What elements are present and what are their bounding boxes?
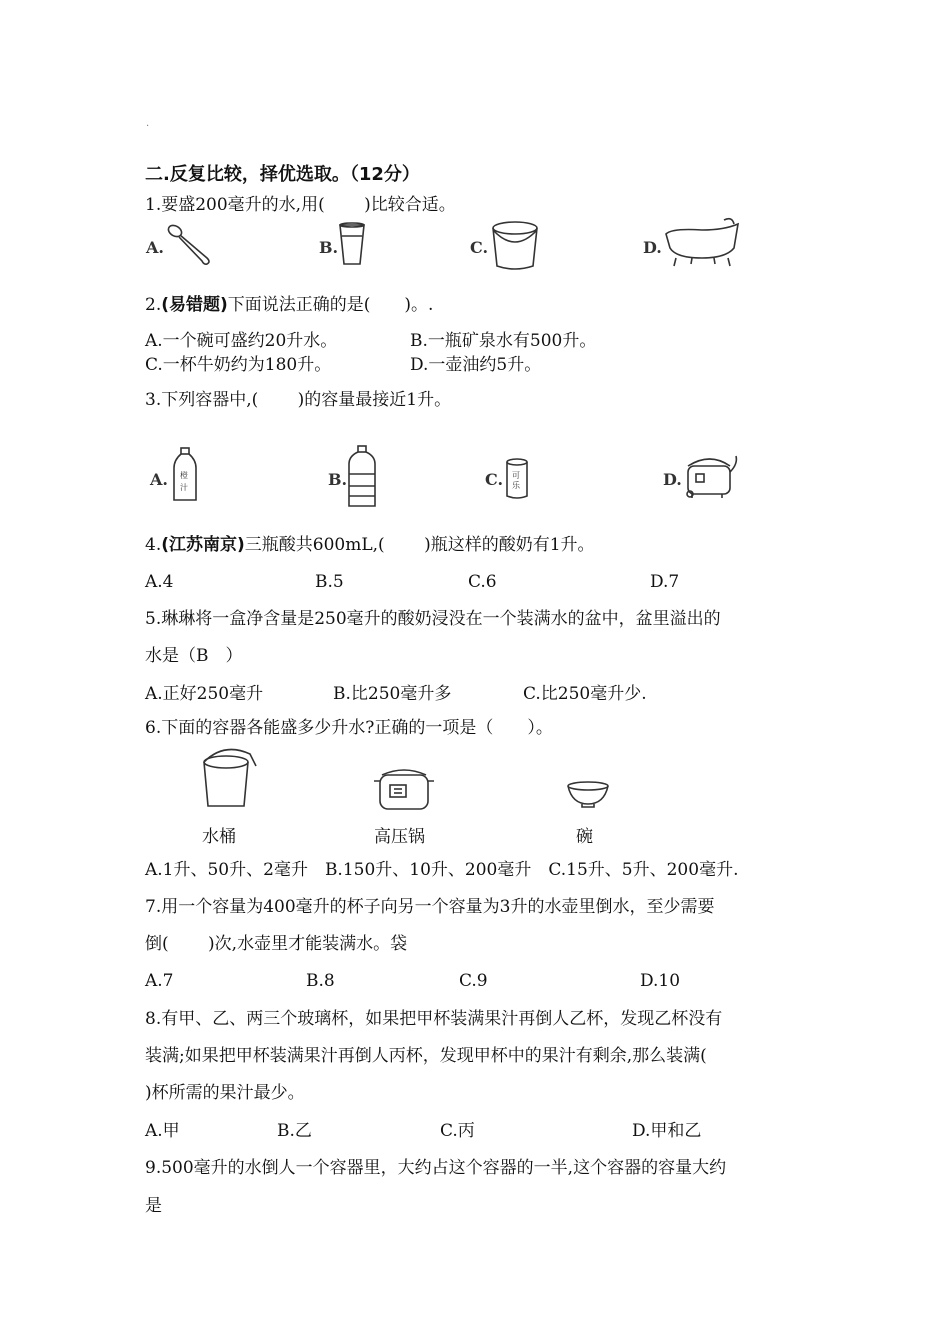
q3-label-c: C. [485,470,504,489]
water-jug-icon [345,444,379,510]
q1-label-b: B. [319,238,339,257]
stray-mark: . [146,118,150,129]
q3-can-text-2: 乐 [512,481,520,490]
q6-options: A.1升、50升、2毫升 B.150升、10升、200毫升 C.15升、5升、200毫升. [145,860,739,880]
q8-option-b: B.乙 [277,1121,312,1141]
q3-label-b: B. [328,470,348,489]
pressure-cooker-icon [372,765,436,815]
q8-option-d: D.甲和乙 [632,1121,702,1141]
q4-line [145,534,595,556]
q5-option-b: B.比250毫升多 [333,684,452,704]
q4-option-a: A.4 [145,572,174,592]
q3-bottle-text-1: 橙 [180,471,188,480]
q7-line-2: 倒( )次,水壶里才能装满水。袋 [145,934,408,954]
q8-option-c: C.丙 [440,1121,475,1141]
q7-option-b: B.8 [306,971,335,991]
q6-bucket-icon [200,748,260,810]
glass-icon [337,222,367,268]
q2-option-a: A.一个碗可盛约20升水。 [145,331,338,351]
q9-line-1: 9.500毫升的水倒人一个容器里，大约占这个容器的一半,这个容器的容量大约 [145,1158,727,1178]
q1-label-a: A. [146,238,164,257]
q4-option-b: B.5 [315,572,344,592]
q2-text: 下面说法正确的是( )。. [227,295,434,315]
q5-line-1: 5.琳琳将一盒净含量是250毫升的酸奶浸没在一个装满水的盆中，盆里溢出的 [145,609,721,629]
q8-line-2: 装满;如果把甲杯装满果汁再倒人丙杯，发现甲杯中的果汁有剩余,那么装满( [145,1046,707,1066]
q6-caption-bucket: 水桶 [202,827,236,847]
q6-caption-bowl: 碗 [576,827,593,847]
q5-option-a: A.正好250毫升 [145,684,264,704]
q6-text: 6.下面的容器各能盛多少升水?正确的一项是（ ）。 [145,718,553,738]
q5-option-c: C.比250毫升少. [523,684,647,704]
q7-option-d: D.10 [640,971,681,991]
q4-option-c: C.6 [468,572,497,592]
q5-line-2: 水是（B ） [145,646,243,666]
q1-label-d: D. [643,238,662,257]
q3-label-a: A. [150,470,168,489]
q2-option-b: B.一瓶矿泉水有500升。 [410,331,597,351]
q8-line-3: )杯所需的果汁最少。 [145,1083,305,1103]
q3-label-d: D. [663,470,682,489]
juice-bottle-icon [170,446,200,504]
q1-label-c: C. [470,238,489,257]
q2-option-d: D.一壶油约5升。 [410,355,542,375]
q8-line-1: 8.有甲、乙、两三个玻璃杯，如果把甲杯装满果汁再倒人乙杯，发现乙杯没有 [145,1009,723,1029]
q4-prefix: 4. [145,535,162,555]
q7-line-1: 7.用一个容量为400毫升的杯子向另一个容量为3升的水壶里倒水，至少需要 [145,897,715,917]
q3-bottle-text-2: 汁 [180,483,188,492]
q4-text: 三瓶酸共600mL,( )瓶这样的酸奶有1升。 [244,535,595,555]
cola-can-icon [504,458,530,500]
q4-tag: (江苏南京) [161,535,245,555]
q6-caption-cooker: 高压锅 [374,827,425,847]
spoon-icon [165,222,215,267]
q7-option-a: A.7 [145,971,174,991]
q1-text: 1.要盛200毫升的水,用( )比较合适。 [145,195,456,215]
q3-can-text-1: 可 [512,471,520,480]
bathtub-icon [662,216,742,268]
q2-option-c: C.一杯牛奶约为180升。 [145,355,332,375]
q4-option-d: D.7 [650,572,680,592]
q2-line [145,294,433,316]
q9-line-2: 是 [145,1196,162,1216]
bowl-icon [564,780,612,810]
q8-option-a: A.甲 [145,1121,180,1141]
q2-tag: (易错题) [161,295,228,315]
bucket-icon [489,218,543,272]
section-title: 二.反复比较，择优选取。（12分） [145,164,420,185]
q7-option-c: C.9 [459,971,488,991]
q2-prefix: 2. [145,295,162,315]
rice-cooker-icon [682,450,742,502]
q3-text: 3.下列容器中,( )的容量最接近1升。 [145,390,452,410]
